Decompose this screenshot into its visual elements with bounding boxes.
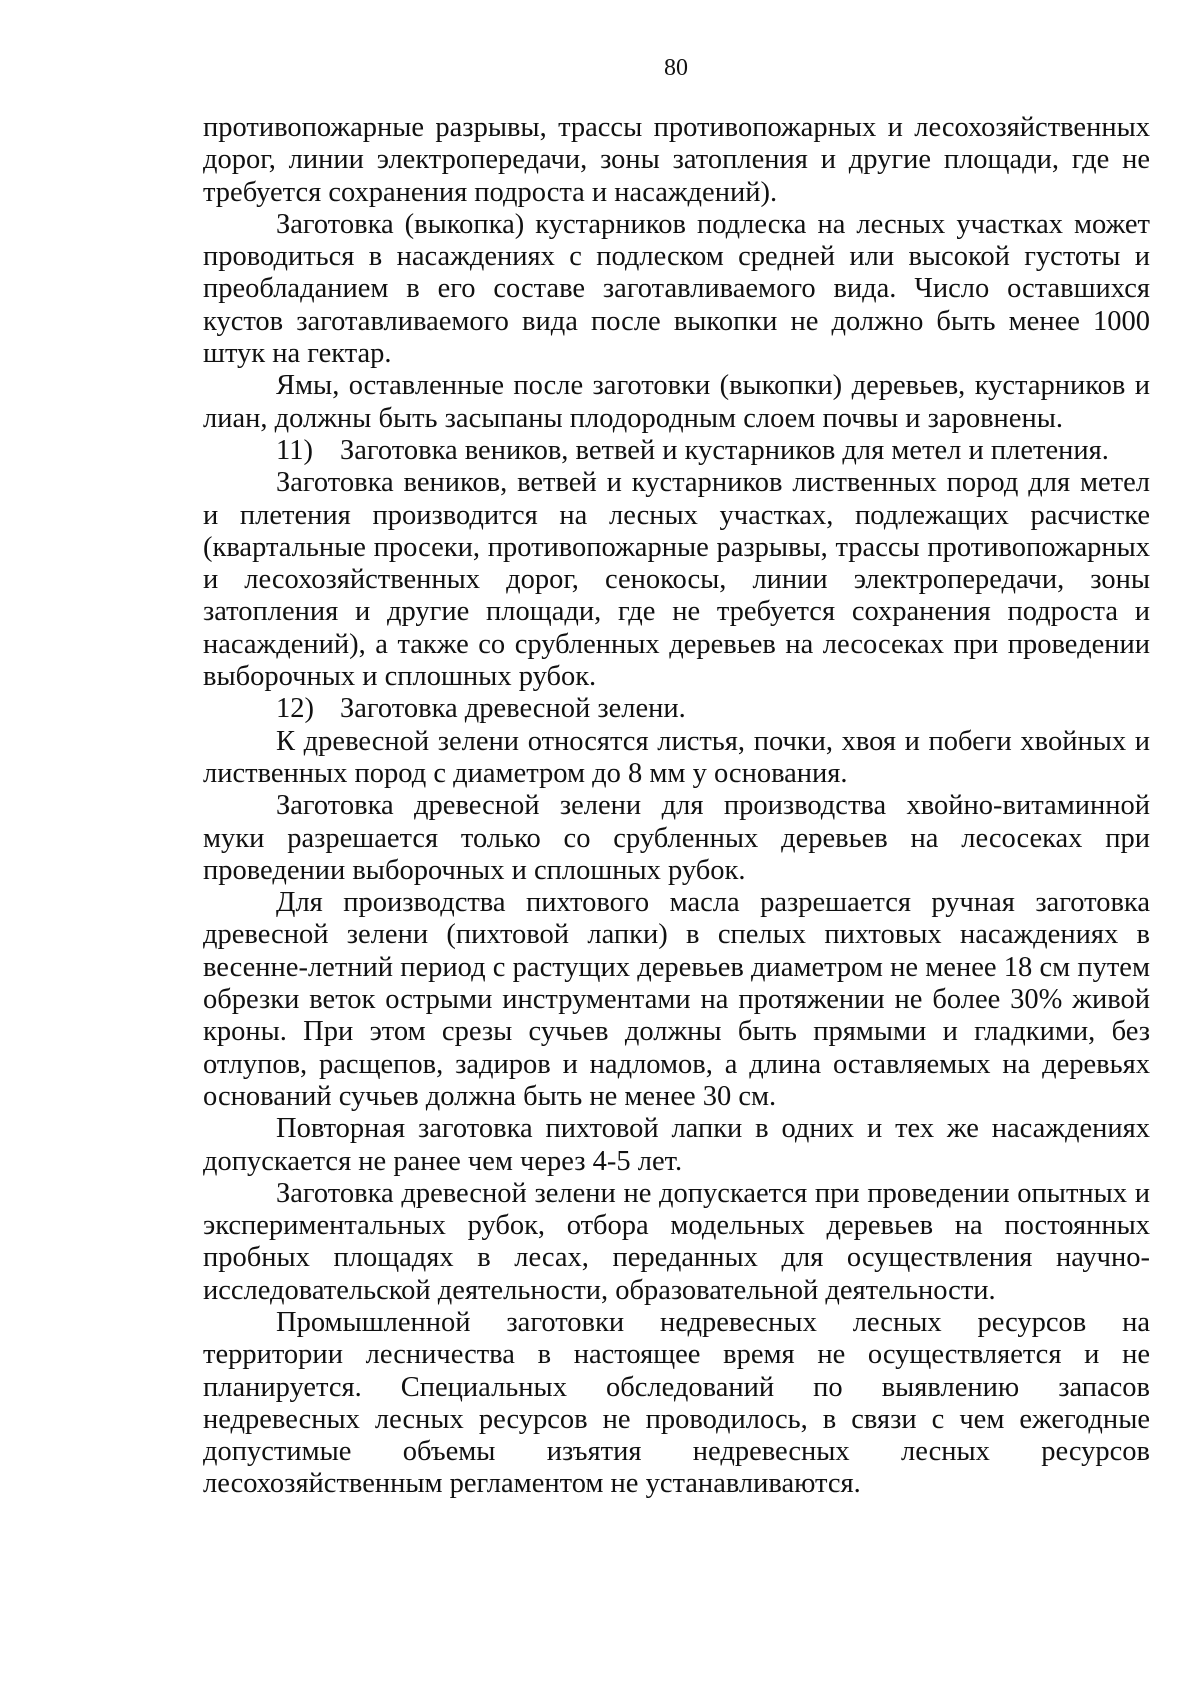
paragraph: Для производства пихтового масла разрешается ручная заготовка древесной зелени (пихтовой лапки) в спелых пихтовых насаждениях в весенне-летний период с растущих деревьев диаметром не менее 18 см путем обрезки веток острыми инструментами на протяжении не более 30% живой кроны. При этом срезы сучьев должны быть прямыми и гладкими, без отлупов, расщепов, задиров и надломов, а длина оставляемых на деревьях оснований сучьев должна быть не менее 30 см. (203, 887, 1150, 1112)
paragraph: Заготовка древесной зелени не допускается при проведении опытных и экспериментальных рубок, отбора модельных деревьев на постоянных пробных площадях в лесах, переданных для осуществления научно-исследовательской деятельности, образовательной деятельности. (203, 1177, 1150, 1306)
list-item-text: Заготовка древесной зелени. (340, 693, 686, 725)
paragraph: Ямы, оставленные после заготовки (выкопки) деревьев, кустарников и лиан, должны быть засыпаны плодородным слоем почвы и заровнены. (203, 370, 1150, 434)
list-item-number: 11) (276, 434, 313, 466)
paragraph: Заготовка (выкопка) кустарников подлеска на лесных участках может проводиться в насаждениях с подлеском средней или высокой густоты и преобладанием в его составе заготавливаемого вида. Число оставшихся кустов заготавливаемого вида после выкопки не должно быть менее 1000 штук на гектар. (203, 208, 1150, 370)
list-item-text: Заготовка веников, ветвей и кустарников для метел и плетения. (340, 434, 1109, 466)
paragraph: Повторная заготовка пихтовой лапки в одних и тех же насаждениях допускается не ранее чем через 4-5 лет. (203, 1113, 1150, 1177)
page-number: 80 (664, 55, 688, 81)
list-item-11 (203, 435, 1150, 467)
paragraph: Заготовка веников, ветвей и кустарников лиственных пород для метел и плетения производится на лесных участках, подлежащих расчистке (квартальные просеки, противопожарные разрывы, трассы противопожарных и лесохозяйственных дорог, сенокосы, линии электропередачи, зоны затопления и другие площади, где не требуется сохранения подроста и насаждений), а также со срубленных деревьев на лесосеках при проведении выборочных и сплошных рубок. (203, 467, 1150, 693)
paragraph: К древесной зелени относятся листья, почки, хвоя и побеги хвойных и лиственных пород с диаметром до 8 мм у основания. (203, 725, 1150, 789)
list-item-12 (203, 693, 1150, 725)
document-body (203, 112, 1150, 1501)
paragraph: Промышленной заготовки недревесных лесных ресурсов на территории лесничества в настоящее время не осуществляется и не планируется. Специальных обследований по выявлению запасов недревесных лесных ресурсов не проводилось, в связи с чем ежегодные допустимые объемы изъятия недревесных лесных ресурсов лесохозяйственным регламентом не устанавливаются. (203, 1306, 1150, 1500)
paragraph: Заготовка древесной зелени для производства хвойно-витаминной муки разрешается только со срубленных деревьев на лесосеках при проведении выборочных и сплошных рубок. (203, 790, 1150, 886)
list-item-number: 12) (276, 693, 314, 725)
paragraph-continuation: противопожарные разрывы, трассы противопожарных и лесохозяйственных дорог, линии электропередачи, зоны затопления и другие площади, где не требуется сохранения подроста и насаждений). (203, 112, 1150, 208)
